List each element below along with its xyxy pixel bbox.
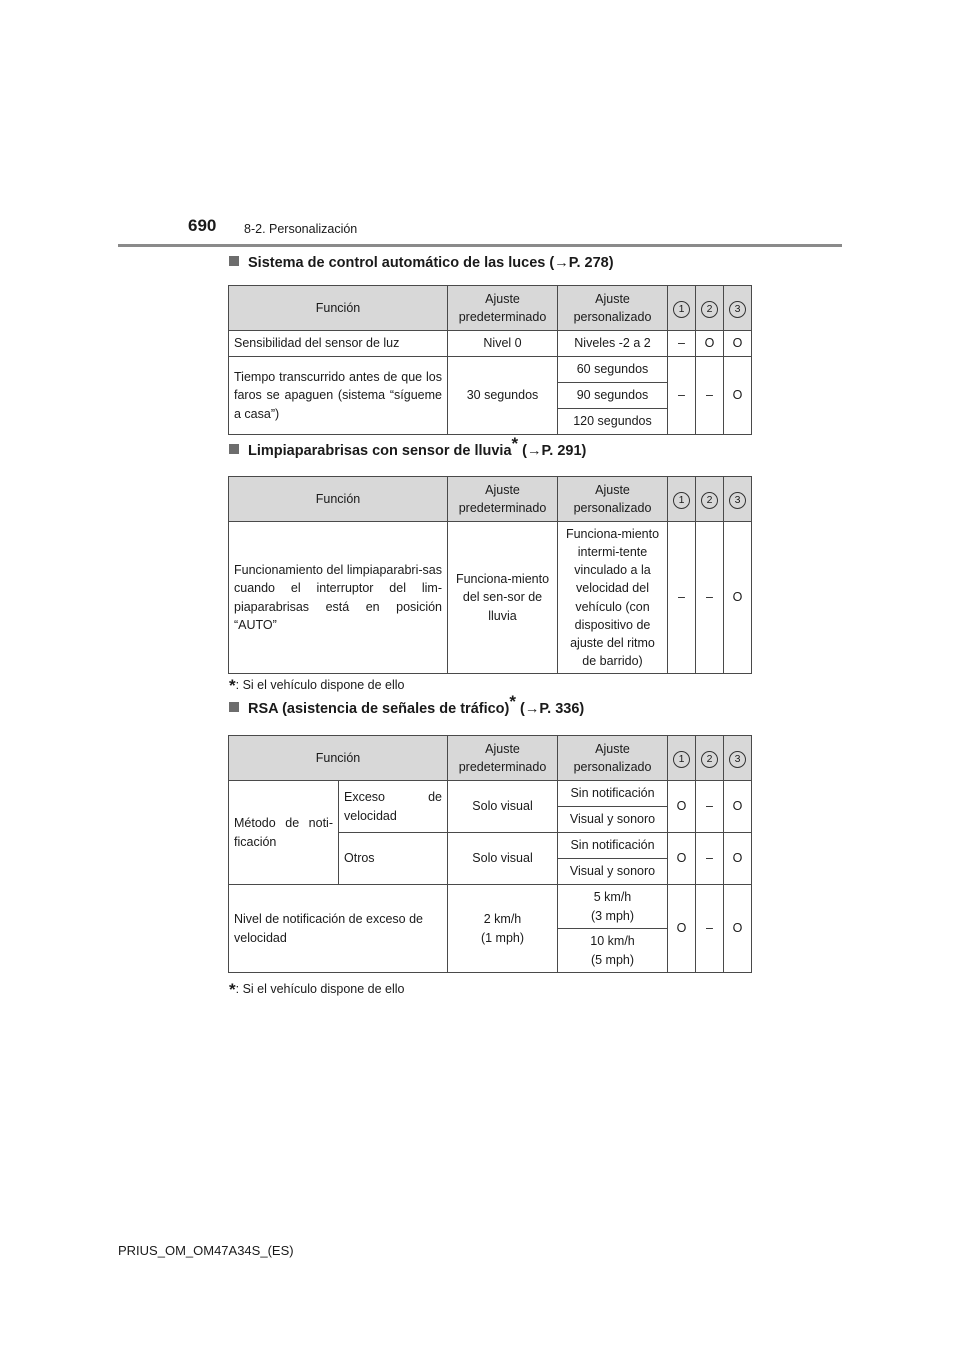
bullet-square-icon [229, 444, 239, 454]
circled-1-icon: 1 [673, 492, 690, 509]
table-row: Método de noti-ficación Exceso de velocidad Solo visual Sin notificación O – O [229, 781, 752, 807]
bullet-square-icon [229, 256, 239, 266]
circled-3-icon: 3 [729, 492, 746, 509]
section-label: 8-2. Personalización [244, 222, 358, 236]
footer-code: PRIUS_OM_OM47A34S_(ES) [118, 1243, 294, 1258]
table-limpiaparabrisas [228, 476, 752, 674]
header-rule [118, 244, 842, 247]
circled-2-icon: 2 [701, 492, 718, 509]
circled-3-icon: 3 [729, 301, 746, 318]
table-header-row: Función Ajuste predeterminado Ajuste personalizado 1 2 3 [229, 286, 752, 331]
circled-1-icon: 1 [673, 751, 690, 768]
circled-1-icon: 1 [673, 301, 690, 318]
circled-2-icon: 2 [701, 751, 718, 768]
table-row: Nivel de notificación de exceso de velocidad 2 km/h (1 mph) 5 km/h (3 mph) O – O [229, 885, 752, 929]
bullet-square-icon [229, 702, 239, 712]
table-row: Funcionamiento del limpiaparabri-sas cuando el interruptor del lim-piaparabrisas está en posición “AUTO” Funciona-miento del sen-sor de lluvia Funciona-miento intermi-tente vinculado a la velocidad del vehículo (con dispositivo de ajuste del ritmo de barrido) – – O [229, 522, 752, 674]
section-heading-limpiaparabrisas: Limpiaparabrisas con sensor de lluvia* (→P. 291) [229, 443, 586, 459]
table-header-row: Función Ajuste predeterminado Ajuste personalizado 1 2 3 [229, 736, 752, 781]
circled-2-icon: 2 [701, 301, 718, 318]
table-row: Otros Solo visual Sin notificación O – O [229, 833, 752, 859]
table-row: Tiempo transcurrido antes de que los faros se apaguen (sistema “sígueme a casa”) 30 segundos 60 segundos – – O [229, 357, 752, 383]
table-row: Sensibilidad del sensor de luz Nivel 0 Niveles -2 a 2 – O O [229, 331, 752, 357]
table-header-row: Función Ajuste predeterminado Ajuste personalizado 1 2 3 [229, 477, 752, 522]
table-luces: Función Ajuste predeterminado Ajuste personalizado 1 2 3 Sensibilidad del sensor de luz Nivel 0 Niveles -2 a 2 – O O Tiempo transcurrido antes de que los faros se apaguen (sistema “sígueme a casa”) 30 segundos 60 segundos – – O 90 segundos 120 segundos [228, 285, 752, 435]
footnote: *: Si el vehículo dispone de ello [229, 980, 405, 999]
table-rsa: Función Ajuste predeterminado Ajuste personalizado 1 2 3 Método de noti-ficación Exceso de velocidad Solo visual Sin notificación O – O Visual y sonoro Otros Solo visual Sin notificación O – O Visual y sonoro Nivel de notificación de exceso de velocidad 2 km/h (1 mph) 5 km/h (3 mph) O – O 10 km/h (5 mph) [228, 735, 752, 973]
circled-3-icon: 3 [729, 751, 746, 768]
footnote: *: Si el vehículo dispone de ello [229, 676, 405, 695]
page-number: 690 [188, 216, 217, 235]
section-heading-luces: Sistema de control automático de las luces (→P. 278) [229, 255, 614, 271]
section-heading-rsa: RSA (asistencia de señales de tráfico)* (→P. 336) [229, 701, 584, 717]
